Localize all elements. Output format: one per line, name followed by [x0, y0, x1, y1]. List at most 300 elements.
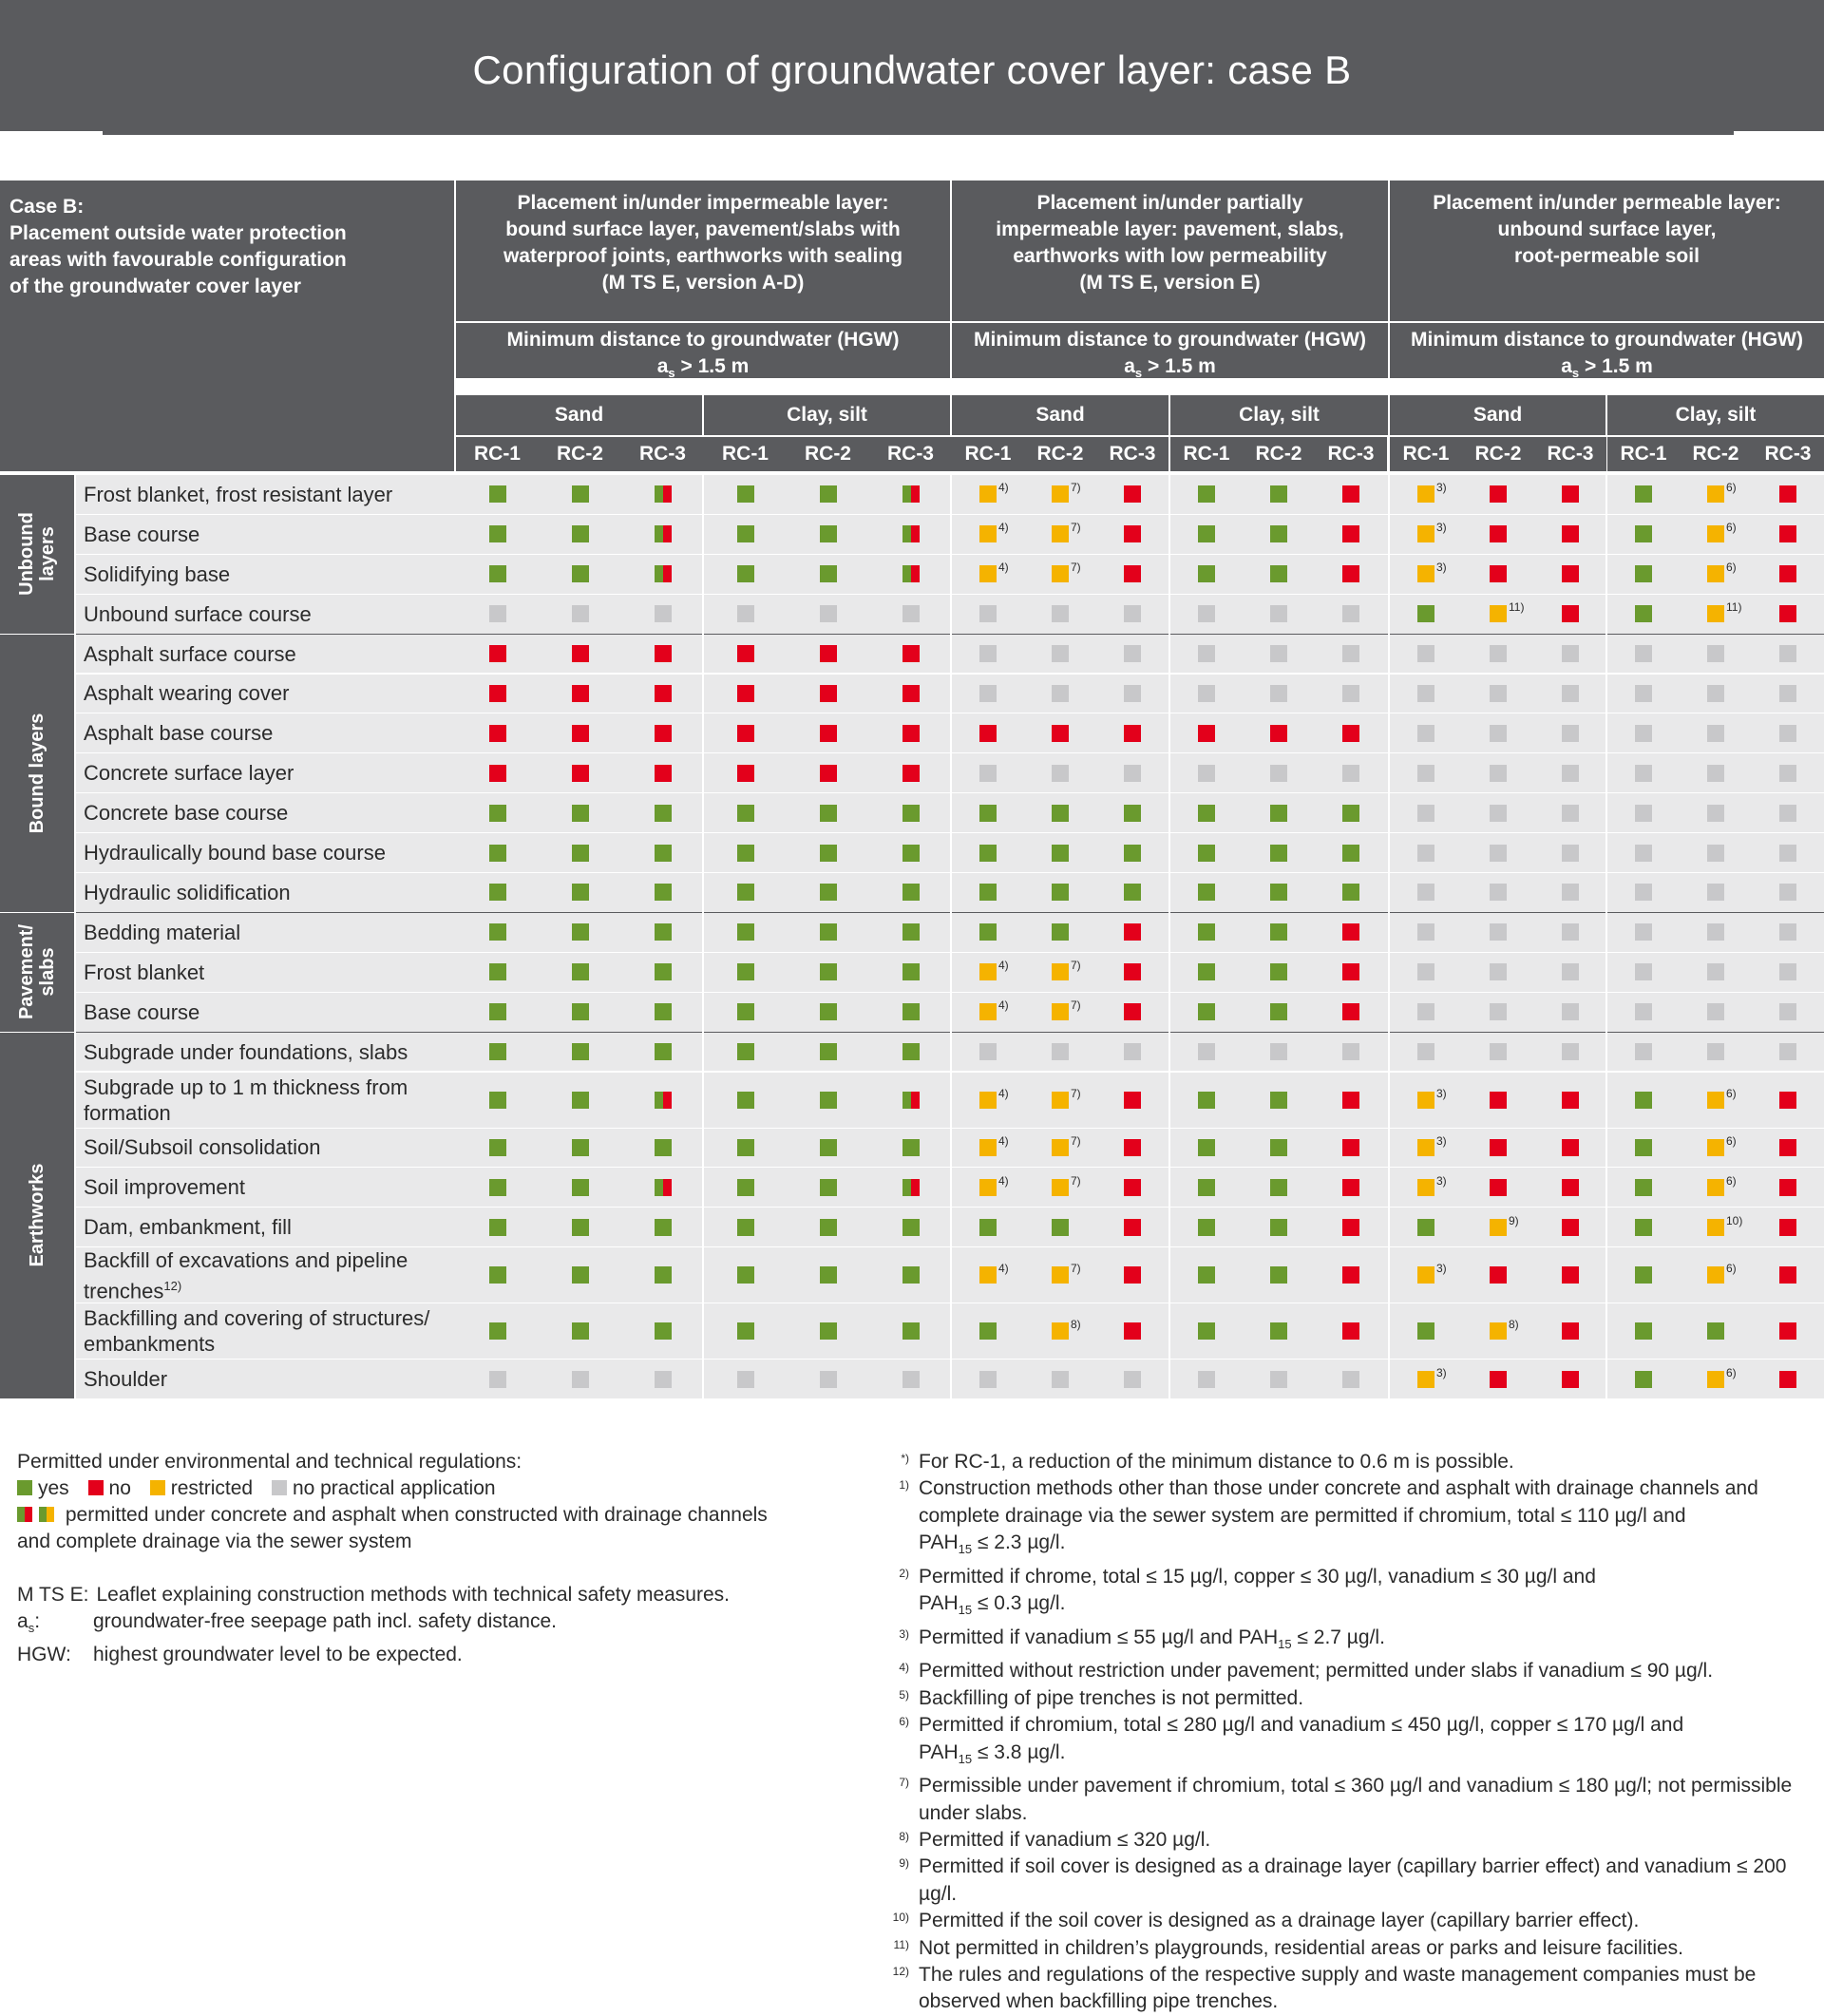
status-square	[655, 685, 672, 702]
status-square	[1417, 1043, 1434, 1060]
status-square	[1270, 923, 1287, 941]
status-square	[820, 845, 837, 862]
rc-header: RC-1	[1390, 437, 1462, 471]
pah-label: PAH	[919, 1531, 959, 1554]
status-square	[655, 963, 672, 980]
case-header-line: areas with favourable configuration	[10, 249, 347, 271]
legend-heading: Permitted under environmental and technical regulations:	[17, 1451, 522, 1473]
footnote-mark: 3)	[1436, 1173, 1447, 1188]
status-square	[1707, 1092, 1724, 1109]
status-square	[1635, 963, 1652, 980]
footnote-tail: ≤ 2.3 µg/l.	[972, 1531, 1066, 1554]
status-square	[655, 923, 672, 941]
status-square	[1124, 1219, 1141, 1236]
status-square	[737, 1139, 754, 1156]
footnote-mark: 3)	[1436, 481, 1447, 495]
status-square	[1342, 923, 1359, 941]
title-banner	[0, 0, 1824, 135]
footnote-mark: 4)	[998, 1173, 1009, 1188]
status-square	[1052, 565, 1069, 582]
soil-header: Clay, silt	[1170, 395, 1388, 435]
status-square	[1779, 923, 1796, 941]
rc-header: RC-1	[1607, 437, 1680, 471]
status-square	[1198, 1092, 1215, 1109]
status-square	[820, 1266, 837, 1284]
status-square	[902, 1092, 920, 1109]
row-label	[84, 913, 454, 952]
status-square	[1707, 765, 1724, 782]
status-square	[489, 565, 506, 582]
status-square	[1270, 963, 1287, 980]
soil-header: Sand	[456, 395, 702, 435]
status-square	[902, 1179, 920, 1196]
footnote-mark: 9)	[1509, 1213, 1519, 1227]
status-square	[1124, 805, 1141, 822]
status-square	[820, 1179, 837, 1196]
status-square	[489, 1043, 506, 1060]
status-square	[979, 1266, 997, 1284]
footnote-mark: 6)	[1726, 481, 1737, 495]
status-square	[489, 605, 506, 622]
row-label	[84, 515, 454, 554]
distance-header	[456, 323, 950, 381]
banner-notch	[1734, 131, 1824, 135]
status-square	[572, 884, 589, 901]
status-square	[1707, 685, 1724, 702]
footnote-mark: 11)	[1726, 600, 1742, 615]
footnote-mark: 3)	[1436, 521, 1447, 535]
group-title-line: earthworks with low permeability	[1013, 245, 1327, 267]
status-square	[655, 1139, 672, 1156]
status-square	[1490, 565, 1507, 582]
status-square	[1052, 1266, 1069, 1284]
section-label-line: Pavement/	[16, 924, 37, 1020]
status-square	[572, 963, 589, 980]
status-square	[1562, 845, 1579, 862]
status-square	[737, 725, 754, 742]
footnote-mark: 7)	[1071, 959, 1081, 973]
as-value: > 1.5 m	[1142, 355, 1216, 377]
distance-label: Minimum distance to groundwater (HGW)	[506, 329, 900, 351]
status-square	[572, 485, 589, 503]
none-swatch	[272, 1480, 287, 1495]
soil-header: Sand	[1390, 395, 1606, 435]
status-square	[1417, 725, 1434, 742]
status-square	[902, 805, 920, 822]
footnote-text: Permitted if chromium, total ≤ 280 µg/l and vanadium ≤ 450 µg/l, copper ≤ 170 µg/l and	[919, 1714, 1684, 1737]
status-square	[1270, 1003, 1287, 1020]
status-square	[1562, 1092, 1579, 1109]
status-square	[902, 1003, 920, 1020]
status-square	[489, 1219, 506, 1236]
status-square	[1342, 605, 1359, 622]
status-square	[979, 1179, 997, 1196]
status-square	[1124, 605, 1141, 622]
status-square	[820, 685, 837, 702]
status-square	[820, 1139, 837, 1156]
status-square	[655, 845, 672, 862]
section-label	[16, 512, 58, 596]
footnote-mark: 6)	[1726, 1133, 1737, 1148]
status-square	[655, 1219, 672, 1236]
footnote-text: Construction methods other than those under concrete and asphalt with drainage channels and complete drainage via the sewer system are permitted if chromium, total ≤ 110 µg/l and	[919, 1477, 1758, 1527]
status-square	[1342, 1266, 1359, 1284]
status-square	[1052, 963, 1069, 980]
rc-header: RC-2	[1462, 437, 1534, 471]
footnote-mark: 6)	[1726, 1365, 1737, 1379]
pah-subscript: 15	[958, 1751, 973, 1766]
footnote-text: The rules and regulations of the respective supply and waste management companies must be observed when backfilling pipe trenches.	[919, 1964, 1757, 2013]
status-square	[1779, 765, 1796, 782]
row-label-text: Asphalt base course	[84, 721, 274, 746]
status-square	[1270, 685, 1287, 702]
status-square	[1562, 1139, 1579, 1156]
group-title-line: root-permeable soil	[1514, 245, 1700, 267]
status-square	[1562, 765, 1579, 782]
status-square	[1635, 1371, 1652, 1388]
row-label	[84, 635, 454, 674]
rc-header: RC-3	[1096, 437, 1168, 471]
status-square	[979, 1003, 997, 1020]
status-square	[1052, 605, 1069, 622]
footnote	[884, 1935, 1805, 1962]
status-square	[820, 605, 837, 622]
footnote-ref: 12)	[163, 1278, 182, 1293]
compatibility-matrix	[0, 179, 1824, 1433]
status-square	[489, 884, 506, 901]
rc-header: RC-1	[456, 437, 539, 471]
status-square	[1779, 884, 1796, 901]
legend-restricted: restricted	[170, 1477, 254, 1499]
status-square	[489, 765, 506, 782]
status-square	[1417, 963, 1434, 980]
status-square	[1052, 923, 1069, 941]
as-symbol: a	[1561, 355, 1572, 377]
row-label-text: Base course	[84, 999, 200, 1024]
status-square	[979, 805, 997, 822]
status-square	[1124, 565, 1141, 582]
status-square	[1270, 805, 1287, 822]
status-square	[1198, 565, 1215, 582]
status-square	[902, 525, 920, 542]
status-square	[1198, 1179, 1215, 1196]
status-square	[1417, 1371, 1434, 1388]
status-square	[1052, 525, 1069, 542]
status-square	[1635, 884, 1652, 901]
status-square	[1707, 1179, 1724, 1196]
status-square	[1707, 1371, 1724, 1388]
footnote-text: Permitted if vanadium ≤ 320 µg/l.	[919, 1829, 1211, 1852]
status-square	[1779, 1003, 1796, 1020]
footnote	[884, 1712, 1805, 1773]
status-square	[572, 1219, 589, 1236]
status-square	[489, 1179, 506, 1196]
row-label-text: Hydraulic solidification	[84, 880, 291, 904]
row-label	[84, 1129, 454, 1168]
status-square	[1635, 605, 1652, 622]
status-square	[979, 884, 997, 901]
status-square	[1635, 1266, 1652, 1284]
row-label	[84, 1073, 454, 1128]
status-square	[979, 1371, 997, 1388]
status-square	[1779, 845, 1796, 862]
status-square	[820, 725, 837, 742]
footnote-number: 10)	[892, 1911, 909, 1925]
row-label-text: Backfilling and covering of structures/ embankments	[84, 1306, 430, 1357]
section-label-line: Bound layers	[27, 713, 48, 834]
status-square	[1707, 485, 1724, 503]
pah-label: PAH	[919, 1592, 959, 1615]
status-square	[902, 605, 920, 622]
status-square	[737, 1219, 754, 1236]
rc-header: RC-2	[1024, 437, 1096, 471]
distance-value	[952, 353, 1388, 387]
group-title-line: Placement in/under permeable layer:	[1433, 192, 1781, 214]
rc-header: RC-2	[787, 437, 869, 471]
rc-header: RC-3	[869, 437, 952, 471]
row-label-text: Bedding material	[84, 920, 241, 944]
status-square	[1707, 1139, 1724, 1156]
status-square	[1124, 963, 1141, 980]
status-square	[1124, 1371, 1141, 1388]
status-square	[572, 645, 589, 662]
status-square	[1779, 1371, 1796, 1388]
status-square	[1052, 1371, 1069, 1388]
status-square	[979, 685, 997, 702]
rc-header: RC-3	[1534, 437, 1606, 471]
status-square	[1198, 685, 1215, 702]
status-square	[1124, 525, 1141, 542]
status-square	[820, 525, 837, 542]
status-square	[1562, 1371, 1579, 1388]
status-square	[979, 565, 997, 582]
status-square	[1270, 1371, 1287, 1388]
status-square	[979, 845, 997, 862]
footnote-mark: 3)	[1436, 1262, 1447, 1276]
footnote-mark: 7)	[1071, 1133, 1081, 1148]
footnote-text: Permitted if chrome, total ≤ 15 µg/l, copper ≤ 30 µg/l, vanadium ≤ 30 µg/l and	[919, 1565, 1596, 1588]
case-header-line: Case B:	[10, 196, 85, 218]
as-subscript: s	[1134, 366, 1143, 381]
status-square	[979, 1092, 997, 1109]
status-square	[737, 963, 754, 980]
legend-colors	[17, 1475, 853, 1502]
status-square	[572, 845, 589, 862]
yes-no-swatch	[17, 1507, 32, 1522]
status-square	[737, 1179, 754, 1196]
status-square	[655, 805, 672, 822]
status-square	[572, 1371, 589, 1388]
row-label-text: Backfill of excavations and pipeline trenches	[84, 1247, 408, 1303]
status-square	[1562, 805, 1579, 822]
status-square	[820, 1322, 837, 1340]
soil-header: Clay, silt	[704, 395, 950, 435]
rc-header: RC-3	[621, 437, 704, 471]
status-square	[1707, 963, 1724, 980]
row-label	[84, 873, 454, 912]
status-square	[1707, 525, 1724, 542]
footnote-number: 7)	[899, 1776, 909, 1790]
status-square	[489, 923, 506, 941]
status-square	[1562, 725, 1579, 742]
status-square	[1635, 1043, 1652, 1060]
row-label	[84, 833, 454, 872]
footnote	[884, 1685, 1805, 1712]
status-square	[979, 725, 997, 742]
footnote-tail: ≤ 3.8 µg/l.	[972, 1740, 1066, 1763]
status-square	[1270, 1266, 1287, 1284]
footnote-mark: 11)	[1509, 600, 1525, 615]
status-square	[1779, 725, 1796, 742]
pah-subscript: 15	[1278, 1637, 1292, 1651]
status-square	[1490, 1043, 1507, 1060]
section-label-line: Earthworks	[27, 1163, 48, 1267]
status-square	[902, 685, 920, 702]
status-square	[1490, 1371, 1507, 1388]
status-square	[1198, 923, 1215, 941]
status-square	[1707, 805, 1724, 822]
status-square	[1417, 845, 1434, 862]
footnote	[884, 1962, 1805, 2016]
pah-label: PAH	[919, 1740, 959, 1763]
status-square	[737, 845, 754, 862]
status-square	[489, 725, 506, 742]
status-square	[1417, 1139, 1434, 1156]
status-square	[572, 1003, 589, 1020]
footnote	[884, 1658, 1805, 1684]
status-square	[979, 1139, 997, 1156]
status-square	[1490, 1139, 1507, 1156]
status-square	[1124, 1266, 1141, 1284]
status-square	[489, 645, 506, 662]
pah-subscript: 15	[958, 1542, 973, 1557]
distance-value	[1390, 353, 1824, 387]
footnote-mark: 3)	[1436, 1133, 1447, 1148]
footnote-number: 8)	[899, 1830, 909, 1844]
status-square	[572, 1092, 589, 1109]
footnote-text: Permitted if soil cover is designed as a drainage layer (capillary barrier effect) and vanadium ≤ 200 µg/l.	[919, 1855, 1787, 1905]
footnote-tail: ≤ 0.3 µg/l.	[972, 1592, 1066, 1615]
group-title-line: bound surface layer, pavement/slabs with	[505, 219, 901, 240]
status-square	[1198, 963, 1215, 980]
footnote-number: 3)	[899, 1626, 909, 1641]
status-square	[1052, 884, 1069, 901]
status-square	[1052, 1219, 1069, 1236]
row-label	[84, 1208, 454, 1246]
status-square	[1635, 923, 1652, 941]
as-symbol: a	[1124, 355, 1135, 377]
status-square	[1270, 605, 1287, 622]
pah-subscript: 15	[958, 1603, 973, 1618]
as-value: > 1.5 m	[674, 355, 750, 377]
status-square	[737, 645, 754, 662]
status-square	[489, 845, 506, 862]
status-square	[737, 1043, 754, 1060]
row-label-text: Concrete surface layer	[84, 761, 294, 786]
status-square	[1342, 1003, 1359, 1020]
status-square	[1198, 1371, 1215, 1388]
status-square	[1342, 525, 1359, 542]
status-square	[489, 685, 506, 702]
status-square	[1342, 645, 1359, 662]
status-square	[489, 1266, 506, 1284]
status-square	[572, 1043, 589, 1060]
footnote	[884, 1854, 1805, 1908]
footnote	[884, 1908, 1805, 1934]
footnote-mark: 6)	[1726, 1086, 1737, 1100]
status-square	[1635, 685, 1652, 702]
status-square	[902, 845, 920, 862]
status-square	[1198, 725, 1215, 742]
soil-divider	[1606, 475, 1607, 1399]
footnote-text: Permitted if vanadium ≤ 55 µg/l and	[919, 1626, 1233, 1648]
status-square	[1342, 1179, 1359, 1196]
legend-drainage-text-2: and complete drainage via the sewer system	[17, 1531, 412, 1552]
footnotes	[884, 1449, 1805, 2016]
status-square	[1707, 845, 1724, 862]
status-square	[655, 1371, 672, 1388]
status-square	[1198, 884, 1215, 901]
status-square	[1124, 725, 1141, 742]
row-label-text: Shoulder	[84, 1367, 168, 1392]
soil-header: Clay, silt	[1607, 395, 1824, 435]
section-label-line: Unbound	[16, 512, 37, 597]
status-square	[979, 1043, 997, 1060]
status-square	[655, 725, 672, 742]
status-square	[1779, 1219, 1796, 1236]
status-square	[1562, 1322, 1579, 1340]
status-square	[1635, 845, 1652, 862]
status-square	[1707, 1003, 1724, 1020]
status-square	[655, 605, 672, 622]
row-label	[84, 793, 454, 832]
row-label	[84, 1360, 454, 1398]
status-square	[1342, 1139, 1359, 1156]
status-square	[1052, 1043, 1069, 1060]
section-label-line: layers	[37, 526, 58, 582]
footnote-mark: 8)	[1509, 1318, 1519, 1332]
status-square	[1124, 765, 1141, 782]
status-square	[820, 1092, 837, 1109]
status-square	[1342, 805, 1359, 822]
status-square	[979, 1322, 997, 1340]
footnote-mark: 4)	[998, 521, 1009, 535]
status-square	[1490, 1003, 1507, 1020]
status-square	[1417, 565, 1434, 582]
section-band	[0, 475, 74, 634]
status-square	[1124, 1322, 1141, 1340]
distance-header	[952, 323, 1388, 381]
status-square	[1635, 725, 1652, 742]
status-square	[1779, 1322, 1796, 1340]
row-label-text: Unbound surface course	[84, 601, 312, 626]
status-square	[655, 565, 672, 582]
status-square	[1562, 923, 1579, 941]
status-square	[655, 645, 672, 662]
row-label-text: Subgrade up to 1 m thickness from formation	[84, 1075, 408, 1125]
status-square	[1417, 605, 1434, 622]
row-label	[84, 475, 454, 514]
footnote-mark: 4)	[998, 998, 1009, 1013]
row-label	[84, 993, 454, 1032]
row-label-text: Frost blanket, frost resistant layer	[84, 482, 393, 506]
footnote-number: 6)	[899, 1715, 909, 1729]
status-square	[489, 1371, 506, 1388]
section-band	[0, 1033, 74, 1399]
status-square	[1562, 1043, 1579, 1060]
status-square	[1270, 645, 1287, 662]
footnote-mark: 7)	[1071, 1086, 1081, 1100]
